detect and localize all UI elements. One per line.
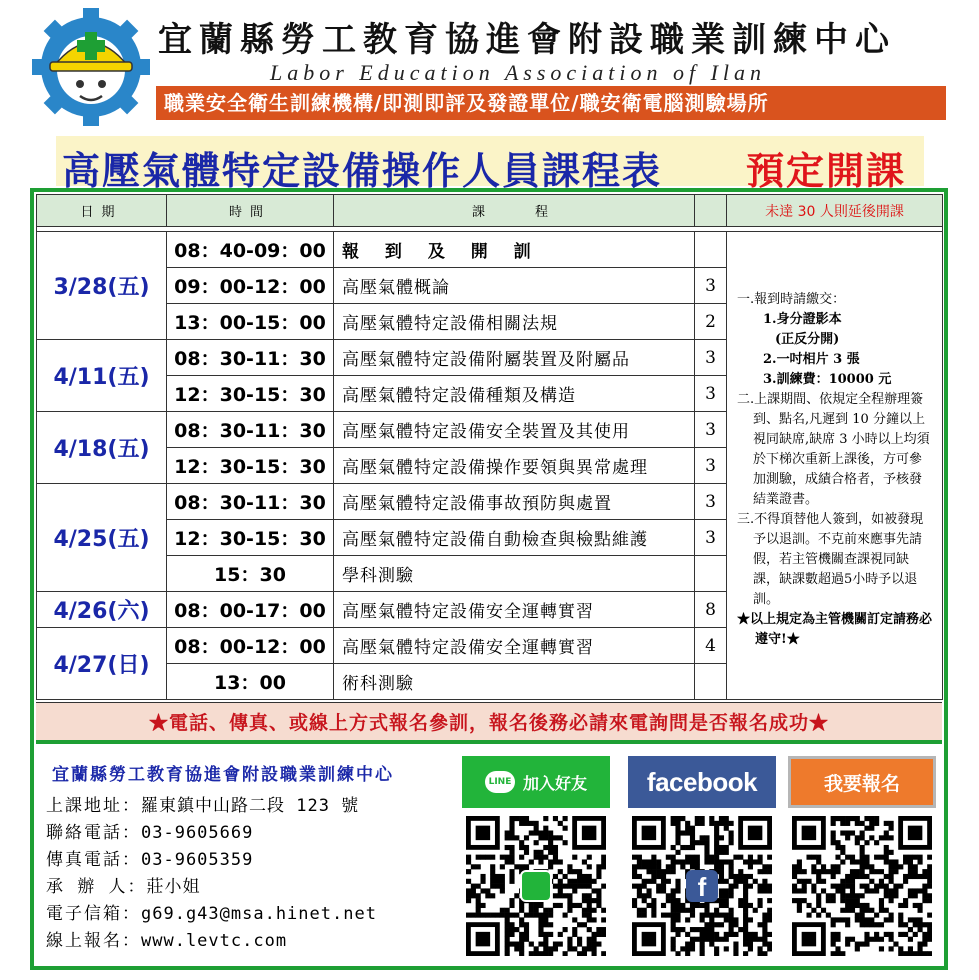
session-course: 高壓氣體特定設備安全裝置及其使用 — [334, 412, 695, 448]
session-course: 高壓氣體特定設備操作要領與異常處理 — [334, 448, 695, 484]
session-hours: 3 — [695, 268, 727, 304]
session-hours: 3 — [695, 484, 727, 520]
session-time: 08：00-12：00 — [167, 628, 334, 664]
session-course: 高壓氣體特定設備相關法規 — [334, 304, 695, 340]
association-logo — [30, 6, 152, 128]
line-qr-code[interactable] — [466, 816, 606, 956]
fax-label: 傳真電話： — [46, 850, 141, 870]
web-label: 線上報名： — [46, 931, 141, 951]
phone-value[interactable]: 03-9605669 — [141, 823, 254, 843]
session-time: 15：30 — [167, 556, 334, 592]
session-date: 4/26(六) — [37, 592, 167, 628]
line-qr-icon — [520, 870, 552, 902]
contact-org-name: 宜蘭縣勞工教育協進會附設職業訓練中心 — [52, 765, 394, 785]
session-hours: 3 — [695, 376, 727, 412]
facebook-qr-code[interactable] — [632, 816, 772, 956]
course-status: 預定開課 — [746, 148, 907, 193]
email-label: 電子信箱： — [46, 904, 141, 924]
session-time: 08：30-11：30 — [167, 340, 334, 376]
register-qr-code[interactable] — [792, 816, 932, 956]
session-time: 12：30-15：30 — [167, 520, 334, 556]
schedule-table — [36, 194, 943, 700]
address-value: 羅東鎮中山路二段 123 號 — [141, 796, 360, 816]
register-label: 我要報名 — [823, 772, 900, 795]
course-title: 高壓氣體特定設備操作人員課程表 — [62, 148, 663, 193]
facebook-button[interactable] — [628, 756, 776, 808]
session-time: 08：30-11：30 — [167, 484, 334, 520]
header-time: 時間 — [167, 195, 334, 227]
email-link[interactable]: g69.g43@msa.hinet.net — [141, 904, 377, 924]
session-date: 3/28(五) — [37, 232, 167, 340]
contact-person-value: 莊小姐 — [146, 877, 201, 897]
header-minimum-note: 未達 30 人則延後開課 — [727, 195, 943, 227]
note-4-rules: ★以上規定為主管機關訂定請務必遵守!★ — [737, 611, 933, 647]
table-header-row — [37, 195, 943, 227]
session-hours: 3 — [695, 340, 727, 376]
session-course: 高壓氣體特定設備附屬裝置及附屬品 — [334, 340, 695, 376]
note-3: 三.不得頂替他人簽到，如被發現予以退訓。不克前來應事先請假，若主管機關查課視同缺課，缺課數超過5小時予以退訓。 — [737, 511, 924, 607]
session-hours — [695, 556, 727, 592]
org-name-english: Labor Education Association of Ilan — [270, 60, 767, 85]
note-1-title: 一.報到時請繳交： — [737, 291, 846, 307]
session-course: 術科測驗 — [334, 664, 695, 700]
session-time: 08：30-11：30 — [167, 412, 334, 448]
session-date: 4/25(五) — [37, 484, 167, 592]
contact-info — [46, 760, 446, 960]
contact-person-label: 承 辦 人： — [46, 877, 147, 897]
course-title-bar — [56, 136, 924, 193]
qr-pattern — [792, 816, 932, 956]
session-time: 13：00-15：00 — [167, 304, 334, 340]
contact-address-row — [46, 793, 446, 820]
session-hours: 8 — [695, 592, 727, 628]
session-time: 09：00-12：00 — [167, 268, 334, 304]
header-date: 日期 — [37, 195, 167, 227]
note-2: 二.上課期間、依規定全程辦理簽到、點名,凡遲到 10 分鐘以上視同缺席,缺席 3 小時以上均須於下梯次重新上課後，方可參加測驗，成績合格者，予核發結業證書。 — [737, 391, 930, 507]
session-time: 13：00 — [167, 664, 334, 700]
fax-value: 03-9605359 — [141, 850, 254, 870]
register-button[interactable] — [788, 756, 936, 808]
org-subtitle-banner: 職業安全衛生訓練機構/即測即評及發證單位/職安衛電腦測驗場所 — [156, 86, 946, 120]
session-course: 高壓氣體特定設備事故預防與處置 — [334, 484, 695, 520]
session-course: 高壓氣體特定設備自動檢查與檢點維護 — [334, 520, 695, 556]
contact-web-row — [46, 928, 446, 955]
session-hours: 3 — [695, 412, 727, 448]
session-hours — [695, 232, 727, 268]
facebook-qr-icon: f — [686, 870, 718, 902]
session-time: 08：40-09：00 — [167, 232, 334, 268]
contact-phone-row — [46, 820, 446, 847]
session-hours: 4 — [695, 628, 727, 664]
line-icon: LINE — [485, 771, 515, 793]
session-course: 高壓氣體特定設備種類及構造 — [334, 376, 695, 412]
note-1-item-a: 1.身分證影本 — [763, 311, 842, 327]
header-course: 課 程 — [334, 195, 695, 227]
session-course: 高壓氣體特定設備安全運轉實習 — [334, 592, 695, 628]
session-hours: 2 — [695, 304, 727, 340]
contact-email-row — [46, 901, 446, 928]
session-time: 12：30-15：30 — [167, 376, 334, 412]
session-hours: 3 — [695, 520, 727, 556]
contact-person-row — [46, 874, 446, 901]
note-1-item-c: 3.訓練費：10000 元 — [763, 371, 892, 387]
note-1-item-a-detail: (正反分開) — [775, 331, 840, 347]
session-hours — [695, 664, 727, 700]
registration-notice: ★電話、傳真、或線上方式報名參訓，報名後務必請來電詢問是否報名成功★ — [36, 702, 942, 744]
table-row — [37, 232, 943, 268]
org-name: 宜蘭縣勞工教育協進會附設職業訓練中心 — [158, 20, 896, 60]
website-link[interactable]: www.levtc.com — [141, 931, 288, 951]
contact-fax-row — [46, 847, 446, 874]
address-label: 上課地址： — [46, 796, 141, 816]
facebook-label: facebook — [646, 766, 758, 797]
note-1-item-b: 2.一吋相片 3 張 — [763, 351, 860, 367]
session-time: 12：30-15：30 — [167, 448, 334, 484]
session-course: 高壓氣體特定設備安全運轉實習 — [334, 628, 695, 664]
session-date: 4/11(五) — [37, 340, 167, 412]
session-date: 4/18(五) — [37, 412, 167, 484]
header-hours — [695, 195, 727, 227]
phone-label: 聯絡電話： — [46, 823, 141, 843]
session-course: 報 到 及 開 訓 — [334, 232, 695, 268]
session-date: 4/27(日) — [37, 628, 167, 700]
session-course: 學科測驗 — [334, 556, 695, 592]
session-course: 高壓氣體概論 — [334, 268, 695, 304]
line-add-friend-label: 加入好友 — [522, 773, 587, 793]
registration-notes — [727, 232, 943, 700]
line-add-friend-button[interactable] — [462, 756, 610, 808]
session-hours: 3 — [695, 448, 727, 484]
session-time: 08：00-17：00 — [167, 592, 334, 628]
